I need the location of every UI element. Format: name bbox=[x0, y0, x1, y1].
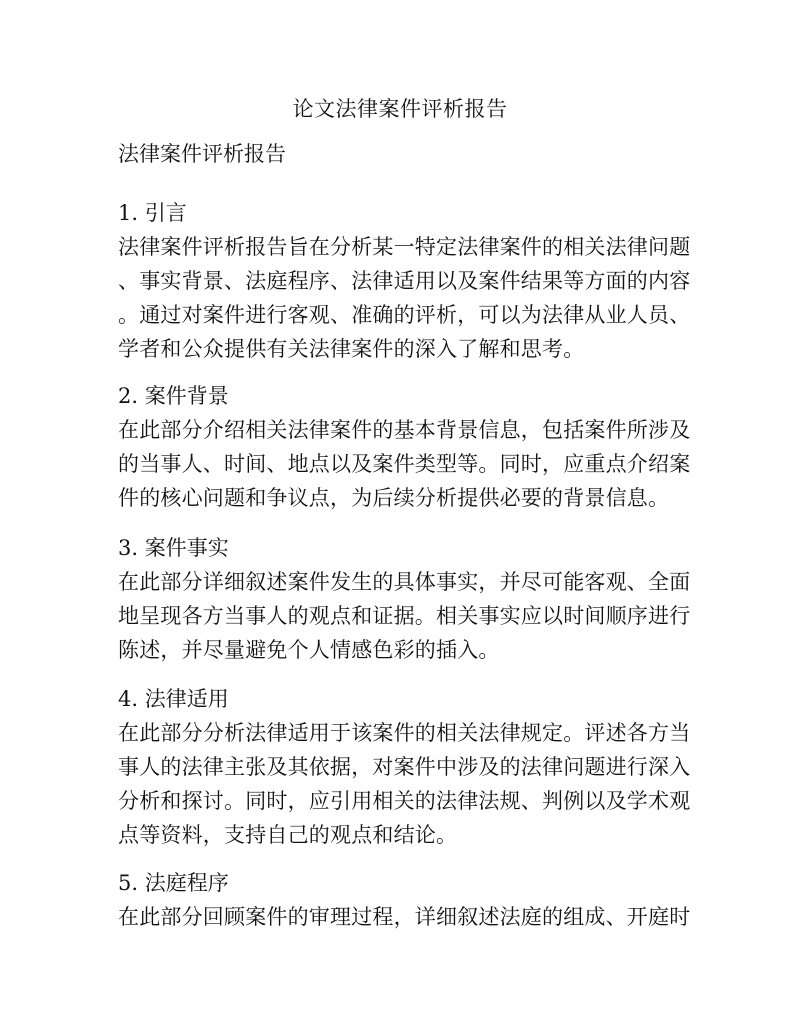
paragraph-line: 学者和公众提供有关法律案件的深入了解和思考。 bbox=[118, 337, 585, 361]
document-title: 论文法律案件评析报告 bbox=[292, 97, 508, 121]
document-subtitle: 法律案件评析报告 bbox=[118, 142, 286, 166]
section-heading: 5. 法庭程序 bbox=[118, 871, 229, 895]
section-court-procedure bbox=[118, 866, 691, 934]
paragraph-line: 。通过对案件进行客观、准确的评析，可以为法律从业人员、 bbox=[118, 303, 691, 327]
section-heading: 3. 案件事实 bbox=[118, 536, 229, 560]
paragraph-line: 在此部分回顾案件的审理过程，详细叙述法庭的组成、开庭时 bbox=[118, 905, 691, 929]
paragraph-line: 的当事人、时间、地点以及案件类型等。同时，应重点介绍案 bbox=[118, 452, 691, 476]
section-case-facts bbox=[118, 531, 691, 667]
section-heading: 1. 引言 bbox=[118, 201, 187, 225]
paragraph-line: 在此部分分析法律适用于该案件的相关法律规定。评述各方当 bbox=[118, 721, 691, 745]
section-law-application bbox=[118, 682, 691, 852]
section-heading: 4. 法律适用 bbox=[118, 687, 229, 711]
paragraph-line: 地呈现各方当事人的观点和证据。相关事实应以时间顺序进行 bbox=[118, 604, 691, 628]
paragraph-line: 法律案件评析报告旨在分析某一特定法律案件的相关法律问题 bbox=[118, 235, 691, 259]
paragraph-line: 在此部分介绍相关法律案件的基本背景信息，包括案件所涉及 bbox=[118, 418, 691, 442]
paragraph-line: 件的核心问题和争议点，为后续分析提供必要的背景信息。 bbox=[118, 486, 670, 510]
paragraph-line: 、事实背景、法庭程序、法律适用以及案件结果等方面的内容 bbox=[118, 269, 691, 293]
paragraph-line: 分析和探讨。同时，应引用相关的法律法规、判例以及学术观 bbox=[118, 789, 691, 813]
paragraph-line: 陈述，并尽量避免个人情感色彩的插入。 bbox=[118, 638, 500, 662]
paragraph-line: 点等资料，支持自己的观点和结论。 bbox=[118, 823, 458, 847]
section-heading: 2. 案件背景 bbox=[118, 384, 229, 408]
section-case-background bbox=[118, 379, 691, 515]
section-introduction bbox=[118, 196, 691, 366]
paragraph-line: 在此部分详细叙述案件发生的具体事实，并尽可能客观、全面 bbox=[118, 570, 691, 594]
paragraph-line: 事人的法律主张及其依据，对案件中涉及的法律问题进行深入 bbox=[118, 755, 691, 779]
